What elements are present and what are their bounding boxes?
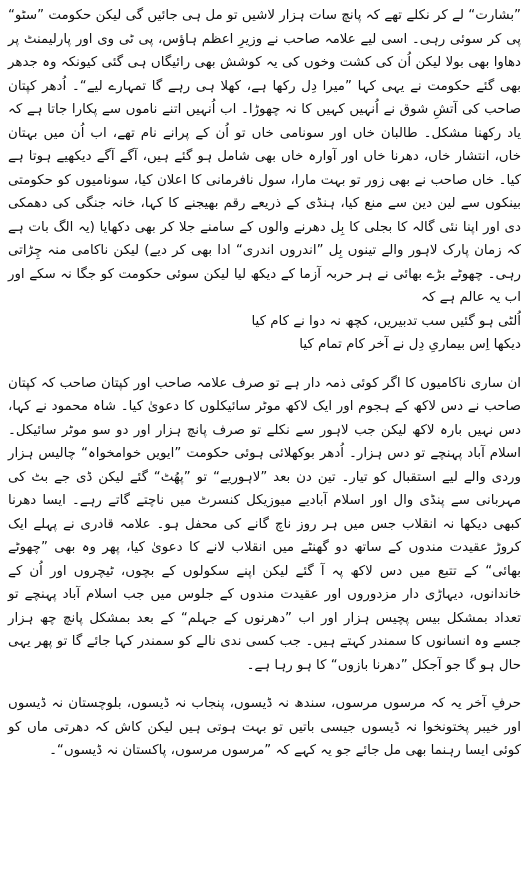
article-paragraph-1: ”بشارت“ لے کر نکلے تھے کہ پانچ سات ہزار لاشیں تو مل ہی جائیں گی لیکن حکومت ”سٹو“ پی کر سوئی رہی۔ اسی لیے علامہ صاحب نے وزیرِ اعظم ہاؤس، پی ٹی وی اور پارلیمنٹ پر دھاوا بھی بولا لیکن اُن کی کشت وخوں کی یہ کوشش بھی رائیگاں ہی گئی کیونکہ وہ جدھر بھی گئے حکومت نے یہی کہا ”میرا دِل رکھا ہے، کھلا ہی رہے گا تمہارے لیے“۔ اُدھر کپتان صاحب کی آتشِ شوق نے اُنہیں کہیں کا نہ چھوڑا۔ اب اُنہیں اتنے ناموں سے پکارا جاتا ہے کہ یاد رکھنا مشکل۔ طالبان خاں اور سونامی خاں تو اُن کے پرانے نام تھے، اب اُن میں بہتان خاں، انتشار خاں، دھرنا خاں اور آوارہ خاں بھی شامل ہو گئے ہیں، آگے آگے دیکھیے ہوتا ہے کیا۔ خاں صاحب نے بھی زور تو بہت مارا، سول نافرمانی کا اعلان کیا، سونامیوں کو حکومتی بینکوں سے لین دین سے منع کیا، ہنڈی کے ذریعے رقم بھیجنے کا کہا، خانہ جنگی کی دھمکی دی اور اپنا نئی گالہ کا بجلی کا بِل دھرنے والوں کے سامنے جلا کر بھی دکھایا (یہ الگ بات ہے کہ زمان پارک لاہور والے تینوں بِل ”اندروں اندری“ ادا بھی کر دیے) لیکن ناکامی منہ چِڑاتی رہی۔ چھوٹے بڑے بھائی نے ہر حربہ آزما کے دیکھ لیا لیکن سوئی حکومت کو جگا نہ سکے اور اب یہ عالم ہے کہ [8, 8, 521, 305]
article-paragraph-3: حرفِ آخر یہ کہ مرسوں مرسوں، سندھ نہ ڈیسوں، پنجاب نہ ڈیسوں، بلوچستان نہ ڈیسوں اور خیبر پختونخوا نہ ڈیسوں جیسی باتیں تو بہت ہوتی ہیں لیکن کاش کہ دھرتی ماں کو کوئی ایسا رہنما بھی مل جائے جو یہ کہے کہ ”مرسوں مرسوں، پاکستان نہ ڈیسوں“۔ [8, 696, 521, 758]
verse-line-1: اُلٹی ہو گئیں سب تدبیریں، کچھ نہ دوا نے کام کیا [251, 313, 521, 329]
article-paragraph-2: ان ساری ناکامیوں کا اگر کوئی ذمہ دار ہے تو صرف علامہ صاحب اور کپتان صاحب کہ کپتان صاحب نے دس لاکھ کے ہجوم اور ایک لاکھ موٹر سائیکلوں کا دعویٰ کیا۔ شاہ محمود نے کہا، دس نہیں بارہ لاکھ لیکن جب لاہور سے نکلے تو صرف پانچ ہزار اور دو سو موٹر سائیکل۔ اسلام آباد پہنچے تو دس ہزار۔ اُدھر بوکھلائی ہوئی حکومت ”ایویں خوامخواہ“ چالیس ہزار وردی والے لیے استقبال کو تیار۔ تین دن بعد ”لاہوریے“ تو ”پھُٹ“ گئے لیکن ڈی جے بٹ کی مہربانی سے پنڈی وال اور اسلام آبادیے میوزیکل کنسرٹ میں ناچتے گاتے رہے۔ ایسا دھرنا کبھی دیکھا نہ انقلاب جس میں ہر روز ناچ گانے کی محفل ہو۔ علامہ قادری نے پہلے ایک کروڑ عقیدت مندوں کے ساتھ دو گھنٹے میں انقلاب لانے کا دعویٰ کیا، پھر وہ بھی ”چھوٹے بھائی“ کے تتبع میں دس لاکھ پہ آ گئے لیکن اپنے سکولوں کے بچوں، ٹیچروں اور اُن کے خاندانوں، دیہاڑی دار مزدوروں اور عقیدت مندوں کے جلوس میں جب اسلام آباد پہنچے تو تعداد بمشکل بیس پچیس ہزار اور اب ”دھرنوں کے جہلم“ کے بعد بمشکل پانچ چھ ہزار جسے وہ انسانوں کا سمندر کہتے ہیں۔ جب کسی ندی نالے کو سمندر کہا جائے گا تو پھر یہی حال ہو گا جو آجکل ”دھرنا بازوں“ کا ہو رہا ہے۔ [8, 375, 521, 673]
verse-line-2: دیکھا اِس بیماریِ دِل نے آخر کام تمام کیا [299, 337, 521, 352]
